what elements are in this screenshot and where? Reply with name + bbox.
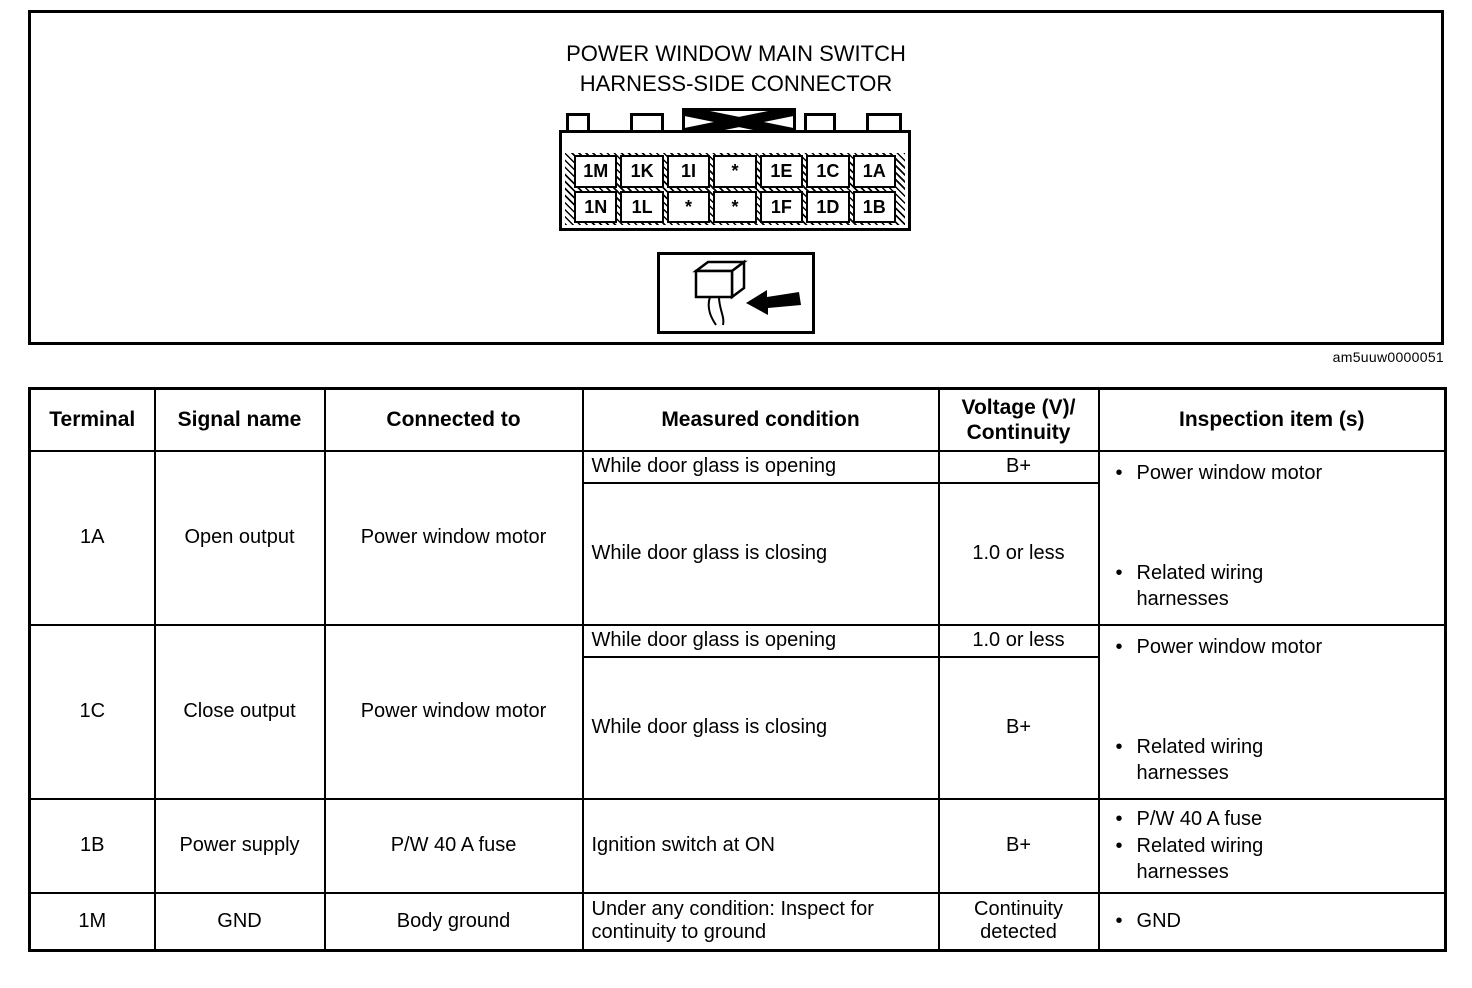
inspection-item-text: Related wiring harnesses	[1136, 835, 1264, 883]
pin-1I: 1I	[667, 155, 710, 188]
cell-connected-to: Power window motor	[325, 625, 583, 799]
pin-blank: *	[667, 191, 710, 224]
pin-1N: 1N	[574, 191, 617, 224]
inspection-item	[1116, 833, 1437, 885]
cell-terminal: 1A	[30, 451, 155, 625]
cell-voltage: Continuity detected	[939, 893, 1099, 951]
figure-title	[31, 39, 1441, 98]
inspection-item-text: Power window motor	[1136, 635, 1323, 658]
cell-inspection-items	[1099, 625, 1446, 799]
harness-connector-diagram	[558, 108, 914, 234]
inspection-item	[1116, 734, 1437, 786]
cell-connected-to: P/W 40 A fuse	[325, 799, 583, 893]
cell-terminal: 1M	[30, 893, 155, 951]
cell-measured-condition: While door glass is opening	[583, 625, 939, 657]
connector-view-icon	[666, 257, 806, 329]
cell-signal-name: Close output	[155, 625, 325, 799]
pin-blank: *	[713, 155, 756, 188]
terminal-signal-table	[28, 387, 1447, 952]
header-inspection-items: Inspection item (s)	[1099, 389, 1446, 451]
inspection-item-text: Power window motor	[1136, 461, 1323, 484]
cell-measured-condition: While door glass is closing	[583, 657, 939, 799]
cell-connected-to: Power window motor	[325, 451, 583, 625]
bullet-icon: •	[1115, 561, 1123, 584]
pin-blank: *	[713, 191, 756, 224]
pin-1L: 1L	[620, 191, 663, 224]
inspection-item-text: Related wiring harnesses	[1136, 561, 1264, 610]
cell-voltage: 1.0 or less	[939, 483, 1099, 625]
inspection-item	[1116, 908, 1437, 934]
pin-1E: 1E	[760, 155, 803, 188]
inspection-item	[1116, 460, 1437, 486]
figure-caption: am5uuw0000051	[1332, 349, 1444, 365]
cell-terminal: 1B	[30, 799, 155, 893]
cell-signal-name: Open output	[155, 451, 325, 625]
bullet-icon: •	[1115, 808, 1123, 830]
pin-1M: 1M	[574, 155, 617, 188]
cell-voltage: B+	[939, 657, 1099, 799]
header-measured-condition: Measured condition	[583, 389, 939, 451]
cell-inspection-items	[1099, 893, 1446, 951]
pin-1F: 1F	[760, 191, 803, 224]
pin-1B: 1B	[853, 191, 896, 224]
cell-measured-condition: Under any condition: Inspect for continuity to ground	[583, 893, 939, 951]
cell-voltage: B+	[939, 451, 1099, 483]
connector-figure-box	[28, 10, 1444, 345]
pin-1D: 1D	[806, 191, 849, 224]
pin-1C: 1C	[806, 155, 849, 188]
table-row-1m	[30, 893, 1446, 951]
pin-1A: 1A	[853, 155, 896, 188]
header-voltage-continuity: Voltage (V)/ Continuity	[939, 389, 1099, 451]
figure-title-line1: POWER WINDOW MAIN SWITCH	[566, 41, 906, 66]
pin-1K: 1K	[620, 155, 663, 188]
inspection-item	[1116, 634, 1437, 660]
header-signal-name: Signal name	[155, 389, 325, 451]
cell-voltage: B+	[939, 799, 1099, 893]
inspection-item-text: P/W 40 A fuse	[1136, 808, 1263, 830]
bullet-icon: •	[1115, 461, 1123, 484]
cell-measured-condition: Ignition switch at ON	[583, 799, 939, 893]
inspection-item-text: Related wiring harnesses	[1136, 735, 1264, 784]
cell-voltage: 1.0 or less	[939, 625, 1099, 657]
bullet-icon: •	[1115, 835, 1123, 857]
cell-measured-condition: While door glass is opening	[583, 451, 939, 483]
cell-signal-name: Power supply	[155, 799, 325, 893]
table-row-1a	[30, 451, 1446, 483]
header-terminal: Terminal	[30, 389, 155, 451]
bullet-icon: •	[1115, 635, 1123, 658]
table-header-row	[30, 389, 1446, 451]
inspection-item	[1116, 806, 1437, 832]
cell-inspection-items	[1099, 451, 1446, 625]
inspection-item	[1116, 560, 1437, 612]
cell-terminal: 1C	[30, 625, 155, 799]
table-row-1b	[30, 799, 1446, 893]
view-direction-icon-box	[657, 252, 815, 334]
cell-connected-to: Body ground	[325, 893, 583, 951]
table-row-1c	[30, 625, 1446, 657]
header-connected-to: Connected to	[325, 389, 583, 451]
inspection-item-text: GND	[1136, 910, 1181, 933]
cell-signal-name: GND	[155, 893, 325, 951]
cell-measured-condition: While door glass is closing	[583, 483, 939, 625]
connector-pin-grid	[565, 153, 905, 225]
figure-title-line2: HARNESS-SIDE CONNECTOR	[579, 70, 893, 96]
cell-inspection-items	[1099, 799, 1446, 893]
bullet-icon: •	[1115, 735, 1123, 758]
bullet-icon: •	[1115, 910, 1123, 933]
